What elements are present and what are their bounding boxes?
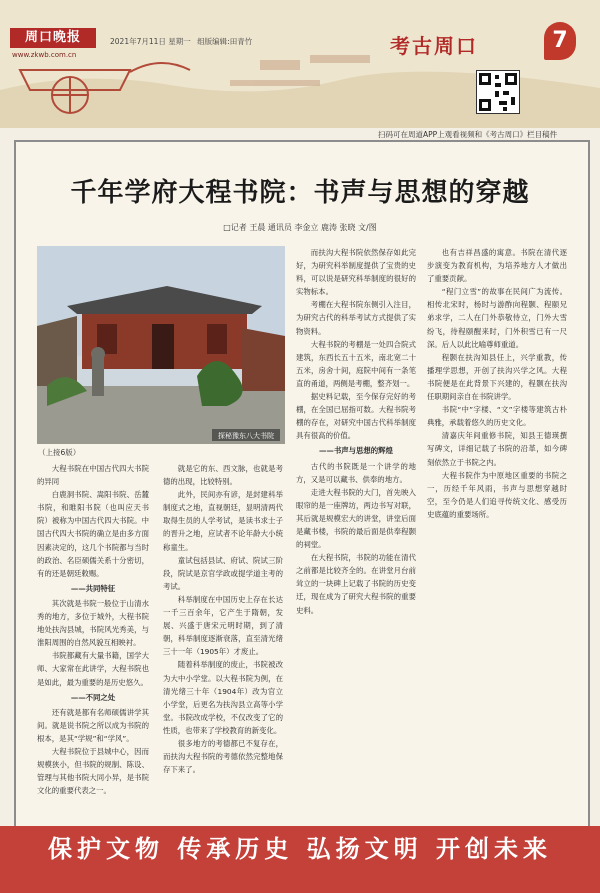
article-column-4 [427, 246, 567, 816]
qr-code[interactable] [476, 70, 520, 114]
paragraph: 在大程书院，书院的功能在清代之前都是比较齐全的。在讲堂月台前耸立的一块碑上记载了书院的历史变迁，现在成为了研究大程书院的重要史料。 [296, 553, 416, 615]
paragraph: 大程书院作为中原地区重要的书院之一，历经千年风雨，书声与思想穿越时空，至今仍是人们追寻传统文化、感受历史底蕴的重要场所。 [427, 470, 567, 519]
paragraph: 走进大程书院的大门，首先映入眼帘的是一座牌坊，两边书写对联，其后就是规模宏大的讲堂，讲堂后面是藏书楼，书院的最后面是供奉程颢的祠堂。 [296, 487, 416, 550]
paragraph: 也有吉祥昌盛的寓意。书院在清代逐步演变为教育机构，为培养地方人才做出了重要贡献。 [427, 248, 567, 284]
article-byline: □记者 王晨 通讯员 李金立 鹿涛 张晓 文/图 [223, 223, 377, 232]
paragraph: 古代的书院既是一个讲学的地方，又是可以藏书、供奉的地方。 [296, 461, 416, 484]
subhead: ——不同之处 [70, 692, 116, 702]
issue-date: 2021年7月11日 星期一 [110, 37, 191, 46]
photo-caption: （上接6版） [38, 448, 81, 457]
subhead: ——书声与思想的辉煌 [319, 446, 393, 456]
photo-watermark: 探秘豫东八大书院 [218, 432, 274, 440]
article-title: 千年学府大程书院：书声与思想的穿越 [70, 178, 530, 208]
paragraph: 就是它的东、西文脉，也就是考德的出现，比较特别。 [163, 464, 283, 487]
paragraph: 童试包括县试、府试、院试三阶段，院试是京官学政或提学道主考的考试。 [163, 555, 283, 591]
paragraph: 其次就是书院一般位于山清水秀的地方，多位于城外，大程书院地处扶沟县城，书院风光秀美，与淮阳周围的自然风貌互相映衬。 [37, 598, 149, 648]
article-column-1 [37, 462, 149, 816]
footer-slogan: 保护文物 传承历史 弘扬文明 开创未来 [47, 834, 553, 863]
paragraph: 随着科举制度的废止，书院被改为大中小学堂。以大程书院为例，在清光绪三十年（1904年）改为官立小学堂，后更名为扶沟县立高等小学堂。书院改成学校，不仅改变了它的性质，也带来了学校教育的新变化。 [163, 660, 283, 735]
page-number-badge: 7 [544, 22, 576, 60]
masthead-logo: 周口晚报 [10, 28, 96, 48]
paragraph: 考棚在大程书院东侧引入注目，为研究古代的科举考试方式提供了实物资料。 [296, 300, 416, 336]
masthead-url: www.zkwb.com.cn [12, 51, 77, 59]
paragraph: 此外，民间亦有谚，是封建科举制度式之地，直视朝廷，显明清两代取得生员的人学考试，是读书求士子的晋升之地，应试者不论年龄大小统称童生。 [163, 490, 283, 552]
dateline [110, 36, 256, 47]
paragraph: 很多地方的考德都已不复存在，而扶沟大程书院的考德依然完整地保存下来了。 [163, 738, 283, 775]
paragraph: 而扶沟大程书院依然保存如此完好，为研究科举制度提供了宝贵的史料，可以说是研究科举制度的很好的实物标本。 [296, 248, 416, 297]
subhead: ——共同特征 [70, 583, 116, 593]
academy-building-illustration [37, 246, 285, 444]
paragraph: “程门立雪”的故事在民间广为流传。相传北宋时，杨时与游酢向程颢、程颐兄弟求学，二人在门外恭敬侍立，门外大雪纷飞，待程颐醒来时，门外积雪已有一尺深。后人以此比喻尊师重道。 [427, 287, 567, 349]
paragraph: 大程书院在中国古代四大书院的异同 [37, 464, 149, 487]
paragraph: 据史料记载，至今保存完好的考棚，在全国已屈指可数。大程书院考棚的存在，对研究中国古代科举制度具有很高的价值。 [296, 392, 416, 441]
section-title: 考古周口 [390, 34, 478, 58]
page-editor: 组版编辑:田青竹 [197, 37, 253, 46]
paragraph: 大程书院的考棚是一处四合院式建筑，东西长五十五米，南北宽二十五米，房舍十间，庭院中间有一条笔直的甬道，两侧是考棚，整齐划一。 [296, 339, 416, 388]
article-photo [37, 246, 285, 444]
article-column-3 [296, 246, 416, 816]
paragraph: 科举制度在中国历史上存在长达一千三百余年，它产生于隋朝，发展、兴盛于唐宋元明时期，到了清朝，科举制度逐渐衰落，直至清光绪三十一年（1905年）才废止。 [163, 594, 283, 657]
page-header [0, 0, 600, 128]
paragraph: 书院都藏有大量书籍，国学大师、大家常在此讲学，大程书院也是如此，最为重要的是历史悠久。 [37, 651, 149, 687]
qr-caption: 扫码可在周道APP上观看视频和《考古周口》栏目稿件 [378, 130, 558, 139]
paragraph: 清嘉庆年间重修书院，知县王德瑛撰写碑文，详细记载了书院的沿革，如今碑刻依然立于书院之内。 [427, 431, 567, 467]
paragraph: 大程书院位于县城中心，因而规模狭小，但书院的规制、陈设、管理与其他书院大同小异，是书院文化的重要代表之一。 [37, 746, 149, 796]
paragraph: 白鹿洞书院、嵩阳书院、岳麓书院，和睢阳书院（也叫应天书院）被称为中国古代四大书院。中国古代四大书院的确立是由多方面因素决定的，这几个书院都与当时的政治、名臣硕儒关系十分密切，有的还是朝廷敕赐。 [37, 490, 149, 578]
paragraph: 还有就是都有名师硕儒讲学其间。就是说书院之所以成为书院的根本，是其“学规”和“学风”。 [37, 707, 149, 743]
paragraph: 书院“中”字楼、“文”字楼等建筑古朴典雅，承载着悠久的历史文化。 [427, 405, 567, 428]
article-column-2 [163, 462, 283, 816]
paragraph: 程颢在扶沟知县任上，兴学重教，传播理学思想，开创了扶沟兴学之风。大程书院便是在此背景下兴建的，程颢在扶沟任职期间亲自在书院讲学。 [427, 352, 567, 402]
